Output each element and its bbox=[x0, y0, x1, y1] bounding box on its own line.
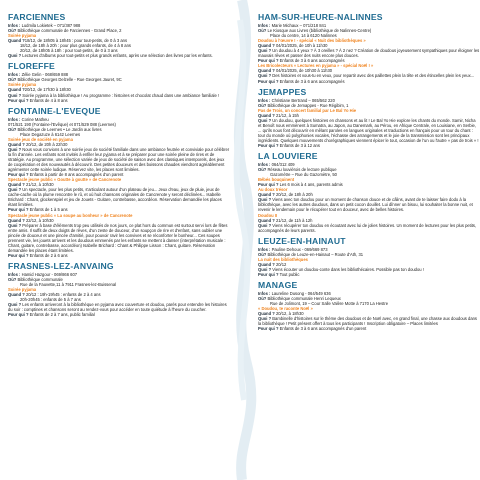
info-label: Quand ? bbox=[8, 141, 26, 147]
info-label: Quand ? bbox=[8, 87, 25, 93]
info-line bbox=[258, 326, 480, 331]
info-text: Les enfants arriveront à la bibliothèque en pyjama avec couverture et doudou, parés pour entendre les histoires du soir : comptines et chansons seront au rendez-vous pour accéder en toute quiétude à l'heure du coucher. bbox=[8, 302, 227, 313]
info-text: Bibliothèque communale de Farciennes - Grand Place, 2 bbox=[17, 28, 122, 34]
section-title: FLOREFFE bbox=[8, 61, 55, 72]
info-label: Quoi ? bbox=[8, 222, 23, 228]
section-farciennes bbox=[8, 12, 230, 58]
info-text: 20/12, à 18h30 bbox=[275, 311, 304, 317]
event-title: Spectacle jeune public « La soupe au bonheur » de Cancrenote bbox=[8, 212, 133, 218]
info-label: Quoi ? bbox=[258, 117, 273, 123]
info-label: Où? bbox=[8, 77, 18, 83]
info-text: Hamid Hazgour - 069/866 607 bbox=[21, 271, 78, 277]
info-text: 18/12, de 18h à 20h : pour plus grands enfants, de 4 à 8 ans bbox=[20, 43, 131, 49]
info-text: Enfants de 1 à 5 ans bbox=[29, 207, 68, 213]
info-text: 20/12, de 17h30 à 18h30 bbox=[24, 87, 71, 93]
event-title: Doudou II bbox=[258, 212, 278, 218]
info-label: Où? bbox=[8, 276, 18, 282]
info-label: Pour qui ? bbox=[258, 271, 280, 277]
info-text: Les 6 mois à 4 ans, parents admis bbox=[279, 182, 343, 188]
info-text: 20h-20h45 : enfants de 5 à 7 ans bbox=[20, 297, 81, 303]
info-label: Où? bbox=[258, 251, 268, 257]
info-label: Infos : bbox=[258, 97, 272, 103]
event-title: Au doux trésor bbox=[258, 187, 288, 193]
section-title: FARCIENNES bbox=[8, 12, 66, 22]
info-label: Pour qui ? bbox=[258, 78, 280, 84]
event-title: La nuit des bibliothèques bbox=[258, 256, 308, 262]
info-text: Viens avec ton doudou pour un moment de chanson douce et de câlins, avant de te laisser faire dodo à la bibliothèque, avec les autres doudous, dans un petit cocon douillet. Lui dînner un bisou, lui souhaiter la bonne nuit, et revenir le lendemain pour le récupérer tout en douceur, avec de belles histoires. bbox=[258, 197, 473, 213]
info-line bbox=[258, 316, 480, 326]
info-label: Quand ? bbox=[258, 311, 276, 317]
info-line bbox=[258, 79, 480, 84]
info-label: Quoi ? bbox=[258, 197, 273, 203]
event-title: Pas de Trois, un concert familial par Le Bal Yo Hie bbox=[258, 107, 357, 113]
event-title: Soirée pyjama bbox=[8, 287, 37, 293]
info-text: Soirée pyjama à la bibliothèque ! Au programme : histoires et chocolat chaud dans une ambiance familiale ! bbox=[22, 92, 220, 98]
right-column bbox=[258, 12, 480, 334]
info-line bbox=[8, 187, 230, 207]
info-text: Enfants à partir de 8 ans accompagnés d'un parent bbox=[29, 172, 124, 178]
event-title: Doudou à l'œuvre ! - spécial « Nuit des bibliothèques » bbox=[258, 38, 366, 44]
info-label: Quoi ? bbox=[8, 53, 23, 59]
info-text: 22/12, à 10h30 bbox=[25, 217, 54, 223]
info-text: Nous vous convions à une soirée jeux de société familiale dans une ambiance feutrée et conviviale pour célébrer la fin d'année. Les enfants sont invités à enfiler leur pyjama et à se préparer pour une soirée pleine de rires et de stratégie. Au programme, une sélection variée de jeux de société de saison avec des classiques intemporels, des jeux de coopération et des nouveautés à découvrir. Des petites douceurs et des boissons chaudes viendront agréablement agrémenter cette soirée ludique. Réservez vite, les places sont limitées. bbox=[8, 146, 230, 173]
info-label: Pour qui ? bbox=[8, 252, 30, 258]
info-text: Réseau louviérois de lecture publique bbox=[267, 167, 337, 173]
info-label: Infos : bbox=[8, 23, 22, 28]
info-label: Quand ? bbox=[258, 192, 276, 198]
section-title: FONTAINE-L'EVEQUE bbox=[8, 105, 101, 116]
info-text: Zélie Gelin - 068/659 888 bbox=[21, 72, 69, 78]
info-label: Infos : bbox=[8, 72, 22, 78]
section-leuze-en-hainaut bbox=[258, 236, 480, 277]
info-text: Place du centre, 14 à 6120 Nalinnes bbox=[270, 33, 337, 39]
info-text: Un spectacle, pour les plus petits, s'articulant autour d'un plateau de jeu... Jeux d'eau, jeux de pluie, jeux de cache-cache où la plume rencontre le rû, et où huit chansons originales de Cancrenote y seront déclinées... Isabelle Brichard : Chant, glockenspiel et jeu de Jouets - Guitare, contrebasse, accordéon. Réservation demandée les places étant limitées. bbox=[8, 187, 222, 208]
info-line bbox=[8, 253, 230, 258]
info-text: 21/12, à 15h bbox=[275, 112, 299, 118]
info-text: Lectures d'albums pour tout-petits et plus grands enfants, après une sélection des livres par les enfants. bbox=[22, 53, 213, 59]
info-label: Quoi ? bbox=[258, 266, 273, 272]
info-label: Pour qui ? bbox=[8, 97, 30, 103]
info-label: Quoi ? bbox=[258, 73, 273, 79]
section-jemappes bbox=[258, 87, 480, 148]
info-label: Quand ? bbox=[258, 217, 276, 223]
event-title: Bébés bouquinent bbox=[258, 177, 295, 183]
info-label: Quoi ? bbox=[8, 146, 23, 152]
info-text: 20/12, de 18h05 à 18h : pour tout-petits, de 0 à 3 ans bbox=[20, 48, 118, 54]
info-text: Un doudou, quelques histoires en chansons et au lit ! Le Bal Yo Hie explore les chants du monde. Samir, Nicha et Benoît nous emmènent à Sumatra, au Japon, au Danemark, au Pérou, en Afrique Centrale, en Louisiane, en Serbie, ... qu'ils nous font découvrir en mêlant paroles en langues originales et traductions en français pour un tour du chant : tour du monde où polyphonies vocales, l'échasse des arrangements et le joie de la transmission sont les principaux ingrédients. Quelques mouvements chorégraphiques viennent épicer le tout, occasion de l'un ou l'autre « pas de trois » ! bbox=[258, 117, 479, 143]
info-label: Où? bbox=[8, 28, 18, 34]
section-title: MANAGE bbox=[258, 279, 298, 290]
info-text: Bibliothèque de Leernes • Le Jardin aux livres bbox=[17, 126, 102, 132]
info-text: Laureline Dusong - 064/549 636 bbox=[271, 290, 331, 296]
section-manage bbox=[258, 280, 480, 331]
info-text: Bibliothèque communale bbox=[17, 276, 63, 282]
section-title: LA LOUVIERE bbox=[258, 151, 318, 162]
info-label: Où? bbox=[258, 102, 268, 108]
section-frasnes-lez-anvaing bbox=[8, 261, 230, 317]
info-label: Pour qui ? bbox=[8, 312, 30, 318]
info-label: Infos : bbox=[258, 23, 272, 28]
info-label: Quand ? bbox=[8, 182, 26, 188]
info-line bbox=[8, 302, 230, 312]
info-text: Le Kiosque aux Livres (bibliothèque de Nalinnes-Centre) bbox=[267, 28, 372, 34]
section-fontaine-l-eveque bbox=[8, 106, 230, 258]
info-label: Infos : bbox=[8, 116, 22, 122]
info-label: Infos : bbox=[258, 246, 272, 252]
info-label: Quoi ? bbox=[8, 92, 23, 98]
info-label: Où? bbox=[258, 296, 268, 302]
info-label: Quand ? bbox=[258, 43, 276, 49]
info-text: 04/01/2025, de 10h30 à 11h30 bbox=[275, 68, 333, 74]
info-text: Viens récupérer ton doudou en écoutant avec lui de jolies histoires. Un moment de lectures pour les plus petits, accompagnés de leurs parents. bbox=[258, 222, 477, 233]
section-title: LEUZE-EN-HAINAUT bbox=[258, 235, 346, 246]
info-text: Tout public bbox=[279, 271, 300, 277]
info-label: Quand ? bbox=[8, 217, 26, 223]
section-ham-sur-heure-nalinnes bbox=[258, 12, 480, 84]
info-label: Quand ? bbox=[8, 292, 26, 298]
info-text: Corine Matheu bbox=[21, 116, 49, 122]
info-label: Pour qui ? bbox=[258, 58, 280, 64]
info-text: 20/12, de 20h à 22h30 bbox=[25, 141, 68, 147]
info-label: Pour qui ? bbox=[258, 326, 280, 332]
info-line bbox=[8, 223, 230, 253]
info-text: 071/521 190 (Fontaine-l'Evêque) et 071/529 088 (Leernes) bbox=[8, 121, 116, 127]
info-text: Des histoires et vous-tu en veux, pour repartir avec des paillettes plein la tête et des étincelles plein les yeux... bbox=[272, 73, 475, 79]
info-text: 21/12, à 10h30 bbox=[25, 182, 54, 188]
info-text: 20/12 : 19h-19h45 : enfants de 2 à 4 ans bbox=[25, 292, 101, 298]
info-text: 21/12, de 11h à 12h bbox=[275, 217, 313, 223]
info-label: Quoi ? bbox=[8, 187, 23, 193]
info-text: 04/01/2025, de 10h à 11h30 bbox=[275, 43, 328, 49]
info-label: Infos : bbox=[258, 162, 272, 168]
info-text: Place Degazuze à 6142 Leernes bbox=[20, 131, 81, 137]
info-label: Quand ? bbox=[258, 112, 276, 118]
info-label: Quoi ? bbox=[8, 302, 23, 308]
info-text: Viens écouter un doudou-conte dans les bibliothécaires. Possible pas ton doudou ! bbox=[272, 266, 424, 272]
event-title: Les Bricolecteurs « Lectures en pyjama » - spécial Noël ! » bbox=[258, 63, 374, 69]
info-label: Infos : bbox=[8, 271, 22, 277]
info-line bbox=[258, 118, 480, 143]
info-line bbox=[8, 312, 230, 317]
info-text: Bibliothèque Georges Delzelle - Rue Georges Jauret, 9C bbox=[17, 77, 122, 83]
info-line bbox=[258, 48, 480, 58]
info-label: Pour qui ? bbox=[8, 172, 30, 178]
info-label: Pour qui ? bbox=[258, 182, 280, 188]
info-label: Quand ? bbox=[258, 68, 276, 74]
info-label: Où? bbox=[258, 28, 268, 34]
info-text: Ludmila Lokietek – 071/387 988 bbox=[21, 23, 81, 28]
info-text: Christiane Bertrand – 065/562 220 bbox=[271, 97, 335, 103]
event-title: « Doudou, te raconte Noël » bbox=[258, 306, 313, 312]
info-text: 20/12 bbox=[275, 261, 287, 267]
info-label: Quand ? bbox=[8, 38, 25, 44]
info-text: Bibliothèque communale Henri Lequeux bbox=[267, 296, 341, 302]
section-title: HAM-SUR-HEURE-NALINNES bbox=[258, 12, 383, 22]
info-text: Bibliothèque de Jemappes - Rue Régibim, 1 bbox=[267, 102, 349, 108]
section-title: JEMAPPES bbox=[258, 86, 307, 97]
info-text: 20/12, de 18h à 20h bbox=[275, 192, 313, 198]
event-title: Soirée pyjama bbox=[8, 82, 37, 88]
info-text: Bambinelle d'histoires sur le thème des doudous et de Noël avec, en grand final, une chasse aux doudous dans la bibliothèque ! Petit présent offert à tous les participants ! Inscription obligatoire – Places limitées bbox=[258, 316, 477, 327]
left-column bbox=[8, 12, 230, 320]
info-line bbox=[258, 143, 480, 148]
info-label: Quand ? bbox=[258, 261, 276, 267]
info-text: Rue de la Fauvette,11 à 7911 Frasnes-lez-Buissenal bbox=[20, 282, 117, 288]
info-text: Rue de Jolimont, 19 – Cour Salle Valère Motte à 7170 La Hestre bbox=[270, 301, 388, 307]
info-line bbox=[8, 147, 230, 172]
section-title: FRASNES-LEZ-ANVAING bbox=[8, 260, 114, 271]
info-label: Pour qui ? bbox=[258, 142, 280, 148]
info-text: Marie Michaux – 071/218 841 bbox=[271, 23, 327, 28]
info-text: Un doudou à 4 yeux ? À 3 oreilles ? À 2 nez ? Création de doudous joyeusement sympathiques pour éloigner les mauvais rêves et passer des nuits encore plus douces. bbox=[258, 48, 480, 59]
info-label: Quoi ? bbox=[258, 48, 273, 54]
info-line bbox=[258, 272, 480, 277]
info-text: Enfants de 3 à 6 ans accompagnés bbox=[279, 58, 345, 64]
event-title: Soirée jeux de société en pyjama bbox=[8, 136, 73, 142]
info-line bbox=[8, 98, 230, 103]
info-line bbox=[258, 223, 480, 233]
info-label: Où? bbox=[258, 167, 268, 173]
info-text: Enfants de 2 à 7 ans, public familial bbox=[29, 312, 95, 318]
info-text: Bibliothèque de Leuze-en-Hainaut – Route d'Ath, 31 bbox=[267, 251, 364, 257]
info-text: 18/12, de 18h05 à 18h45 : pour tout-petits, de 0 à 3 ans bbox=[24, 38, 128, 44]
info-text: Enfants de 3 à 6 ans accompagnés bbox=[279, 78, 345, 84]
info-text: Enfants de 3 à 6 ans accompagnés d'un parent bbox=[279, 326, 367, 332]
info-label: Où? bbox=[8, 126, 18, 132]
info-text: Pauline Dehoux - 069/669 873 bbox=[271, 246, 328, 252]
info-text: Enfants de 4 à 8 ans bbox=[29, 97, 68, 103]
info-text: Enfants de 3 à 12 ans bbox=[279, 142, 320, 148]
info-label: Infos : bbox=[258, 290, 272, 296]
event-title: Spectacle jeune public « Goutte à goutte » de Cancrenote bbox=[8, 177, 122, 183]
info-label: Pour qui ? bbox=[8, 207, 30, 213]
info-line bbox=[258, 197, 480, 212]
info-label: Quoi ? bbox=[258, 316, 273, 322]
section-floreffe bbox=[8, 61, 230, 102]
info-text: Gazomètre – Rue du Gazomètre, 50 bbox=[270, 172, 337, 178]
info-text: Enfants de 2 à 6 ans bbox=[29, 252, 68, 258]
info-text: Préparer à base d'éléments trop peu utilisés de nos jours, ce plat hors du commun est surtout servi lors de fêtes entre amis. Il suffit de deux doigts de rêves, d'un zeste de douceur, d'un soupçon de rire et d'enfant, sans oublier une pincée de douceur et une pincée d'amitié, pour pouvoir ravir les convives et se réconforter le bonheur... Ces soupes prennent vie, les jouets arrivent et les doudous emmenés par les enfants se mettent à danser (interprétation musicale : Chant, guitare, contrebasse, accordéon) Isabelle Brichard : Chant & Philippe Lisson : Chant, guitare. Réservation demandée les places étant limitées. bbox=[8, 222, 228, 253]
event-title: Soirée pyjama bbox=[8, 33, 37, 39]
info-label: Quoi ? bbox=[258, 222, 273, 228]
info-text: 064/312 409 bbox=[271, 162, 295, 168]
section-la-louviere bbox=[258, 151, 480, 233]
info-line bbox=[8, 53, 230, 58]
